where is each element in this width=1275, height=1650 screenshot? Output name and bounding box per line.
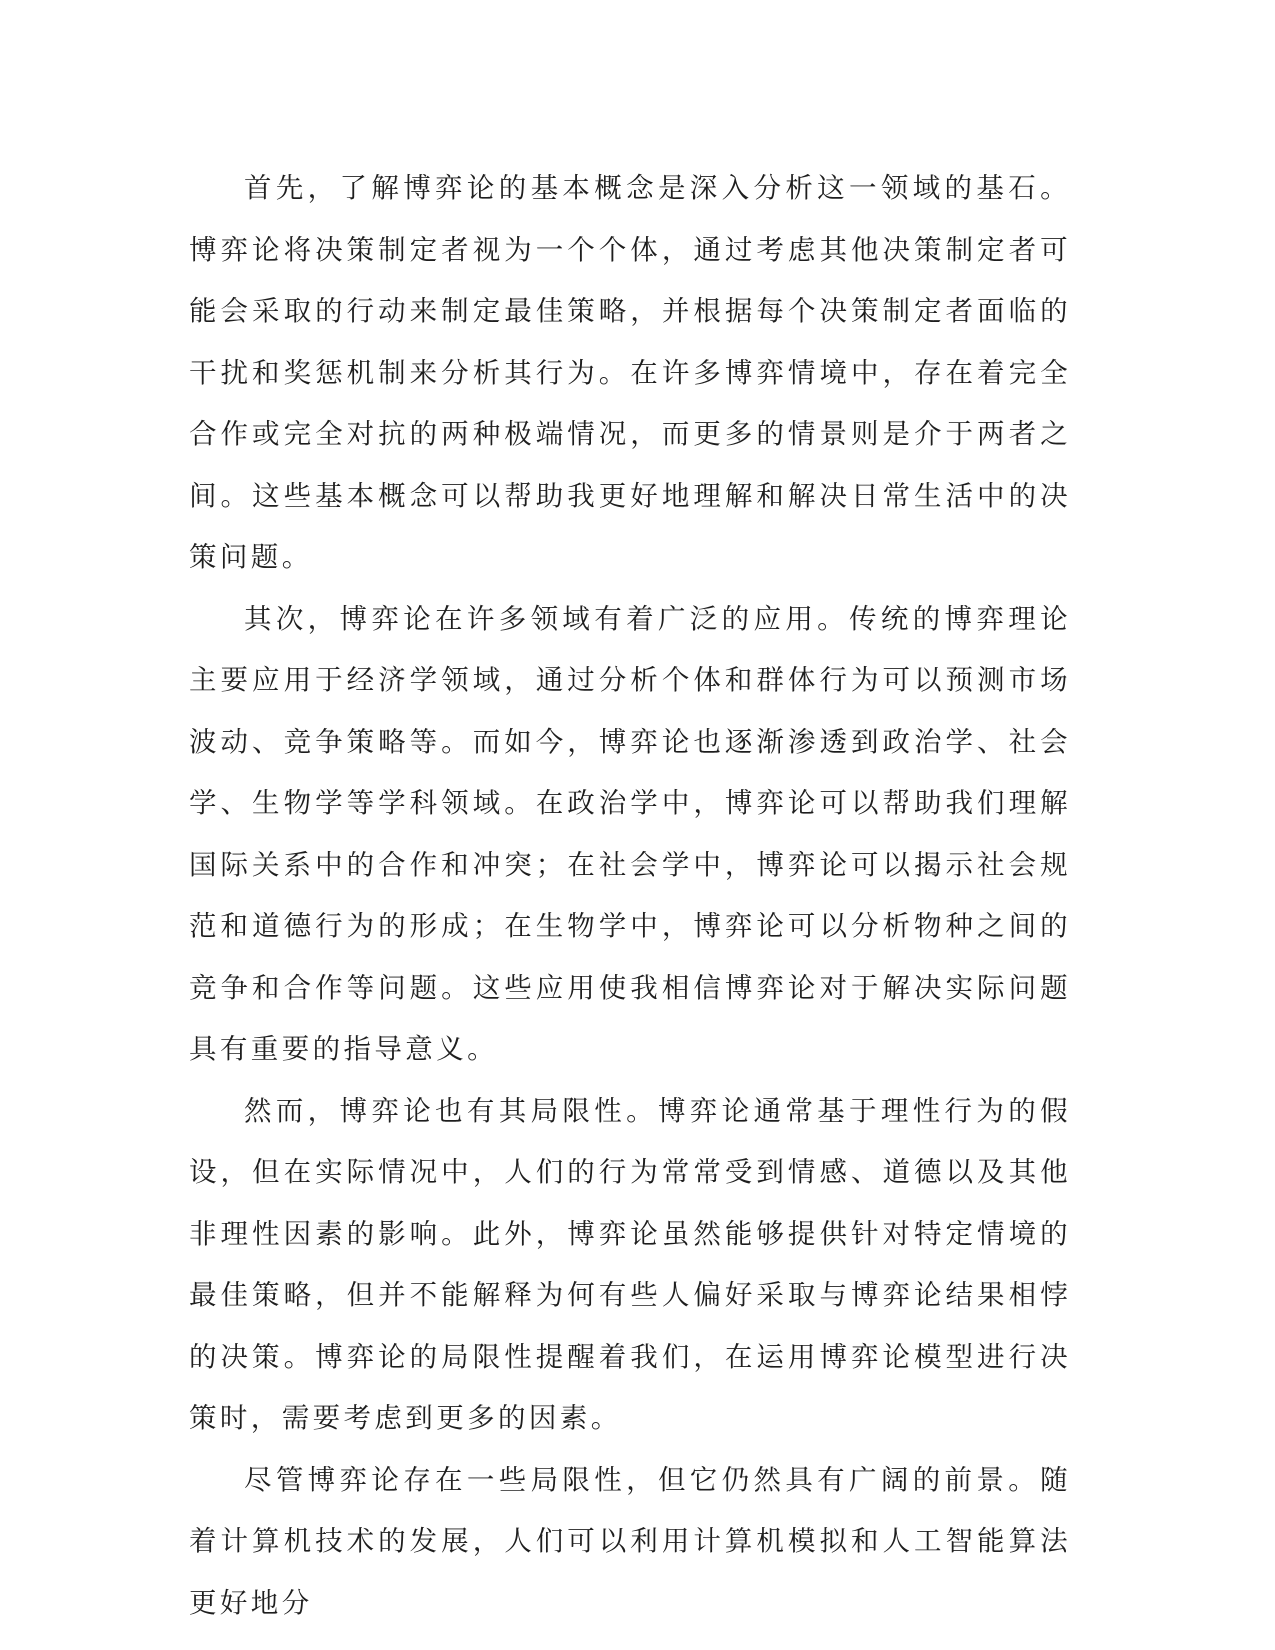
paragraph-basic-concepts: 首先，了解博弈论的基本概念是深入分析这一领域的基石。博弈论将决策制定者视为一个个体，通过考虑其他决策制定者可能会采取的行动来制定最佳策略，并根据每个决策制定者面临的干扰和奖惩机制来分析其行为。在许多博弈情境中，存在着完全合作或完全对抗的两种极端情况，而更多的情景则是介于两者之间。这些基本概念可以帮助我更好地理解和解决日常生活中的决策问题。: [189, 172, 1071, 573]
paragraph-applications: 其次，博弈论在许多领域有着广泛的应用。传统的博弈理论主要应用于经济学领域，通过分析个体和群体行为可以预测市场波动、竞争策略等。而如今，博弈论也逐渐渗透到政治学、社会学、生物学等学科领域。在政治学中，博弈论可以帮助我们理解国际关系中的合作和冲突；在社会学中，博弈论可以揭示社会规范和道德行为的形成；在生物学中，博弈论可以分析物种之间的竞争和合作等问题。这些应用使我相信博弈论对于解决实际问题具有重要的指导意义。: [189, 602, 1071, 1065]
paragraph-limitations: 然而，博弈论也有其局限性。博弈论通常基于理性行为的假设，但在实际情况中，人们的行为常常受到情感、道德以及其他非理性因素的影响。此外，博弈论虽然能够提供针对特定情境的最佳策略，但并不能解释为何有些人偏好采取与博弈论结果相悖的决策。博弈论的局限性提醒着我们，在运用博弈论模型进行决策时，需要考虑到更多的因素。: [189, 1094, 1071, 1434]
document-body: [189, 158, 1071, 1634]
paragraph-prospects: 尽管博弈论存在一些局限性，但它仍然具有广阔的前景。随着计算机技术的发展，人们可以利用计算机模拟和人工智能算法更好地分: [189, 1463, 1071, 1619]
